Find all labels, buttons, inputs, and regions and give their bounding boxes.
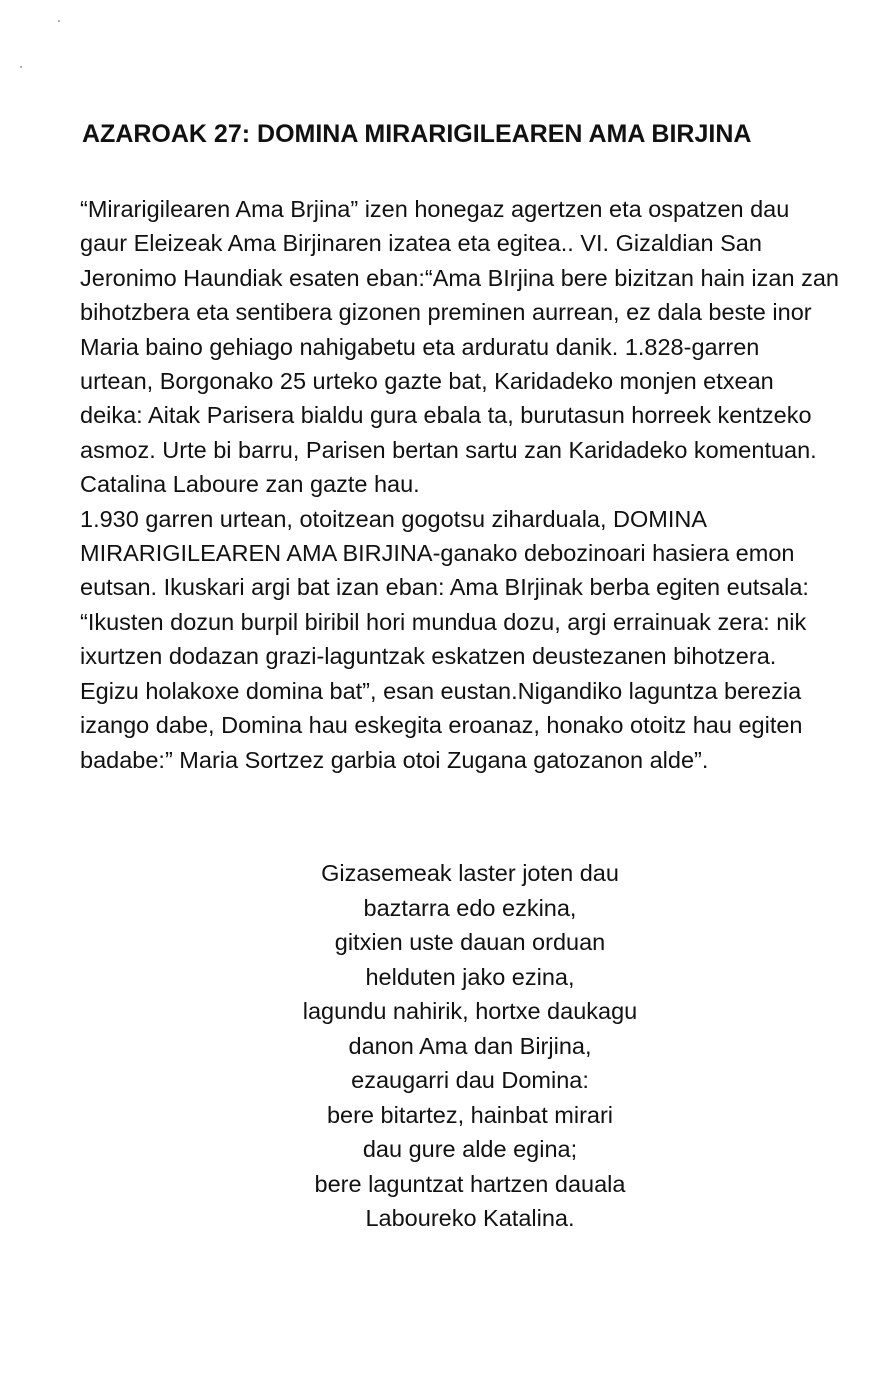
poem-line: lagundu nahirik, hortxe daukagu: [302, 998, 638, 1024]
paragraph-line: urtean, Borgonako 25 urteko gazte bat, Karidadeko monjen etxean: [80, 368, 774, 395]
paragraph-line: asmoz. Urte bi barru, Parisen bertan sartu zan Karidadeko komentuan.: [80, 436, 817, 463]
paragraph-line: ixurtzen dodazan grazi-laguntzak eskatzen deustezanen bihotzera.: [80, 643, 777, 670]
paragraph-line: Catalina Laboure zan gazte hau.: [80, 471, 420, 498]
paragraph-line: 1.930 garren urtean, otoitzean gogotsu ziharduala, DOMINA: [80, 505, 708, 532]
paragraph-line: “Ikusten dozun burpil biribil hori mundua dozu, argi errainuak zera: nik: [80, 608, 807, 635]
scan-speck: [20, 66, 22, 68]
paragraph-line: “Mirarigilearen Ama Brjina” izen honegaz agertzen eta ospatzen dau: [80, 196, 790, 222]
paragraph-line: Egizu holakoxe domina bat”, esan eustan.Nigandiko laguntza berezia: [80, 677, 802, 704]
paragraph-line: bihotzbera eta sentibera gizonen preminen aurrean, ez dala beste inor: [80, 299, 812, 326]
poem-line: ezaugarri dau Domina:: [351, 1067, 589, 1093]
poem-line: dau gure alde egina;: [362, 1136, 578, 1162]
poem: [0, 856, 895, 1236]
paragraph-line: eutsan. Ikuskari argi bat izan eban: Ama BIrjinak berba egiten eutsala:: [80, 574, 809, 601]
paragraph-line: deika: Aitak Parisera bialdu gura ebala ta, burutasun horreek kentzeko: [80, 402, 812, 429]
paragraph-line: MIRARIGILEAREN AMA BIRJINA-ganako debozinoari hasiera emon: [80, 540, 795, 567]
paragraph-line: Maria baino gehiago nahigabetu eta arduratu danik. 1.828-garren: [80, 333, 760, 360]
paragraph-line: badabe:” Maria Sortzez garbia otoi Zugana gatozanon alde”.: [80, 746, 709, 773]
paragraph-line: Jeronimo Haundiak esaten eban:“Ama BIrjina bere bizitzan hain izan zan: [80, 264, 839, 291]
poem-line: Gizasemeak laster joten dau: [321, 860, 619, 886]
scan-speck: [58, 20, 60, 22]
poem-line: danon Ama dan Birjina,: [348, 1032, 592, 1059]
poem-line: helduten jako ezina,: [365, 963, 575, 990]
poem-line: bere laguntzat hartzen dauala: [314, 1170, 626, 1197]
poem-line: baztarra edo ezkina,: [363, 894, 577, 921]
body-paragraph: [80, 192, 860, 777]
poem-line: gitxien uste dauan orduan: [334, 929, 606, 955]
paragraph-line: izango dabe, Domina hau eskegita eroanaz, honako otoitz hau egiten: [80, 712, 803, 739]
page-title: AZAROAK 27: DOMINA MIRARIGILEAREN AMA BIRJINA: [82, 120, 752, 148]
poem-line: bere bitartez, hainbat mirari: [326, 1101, 614, 1128]
poem-line: Laboureko Katalina.: [365, 1205, 575, 1231]
paragraph-line: gaur Eleizeak Ama Birjinaren izatea eta egitea.. VI. Gizaldian San: [80, 230, 762, 257]
